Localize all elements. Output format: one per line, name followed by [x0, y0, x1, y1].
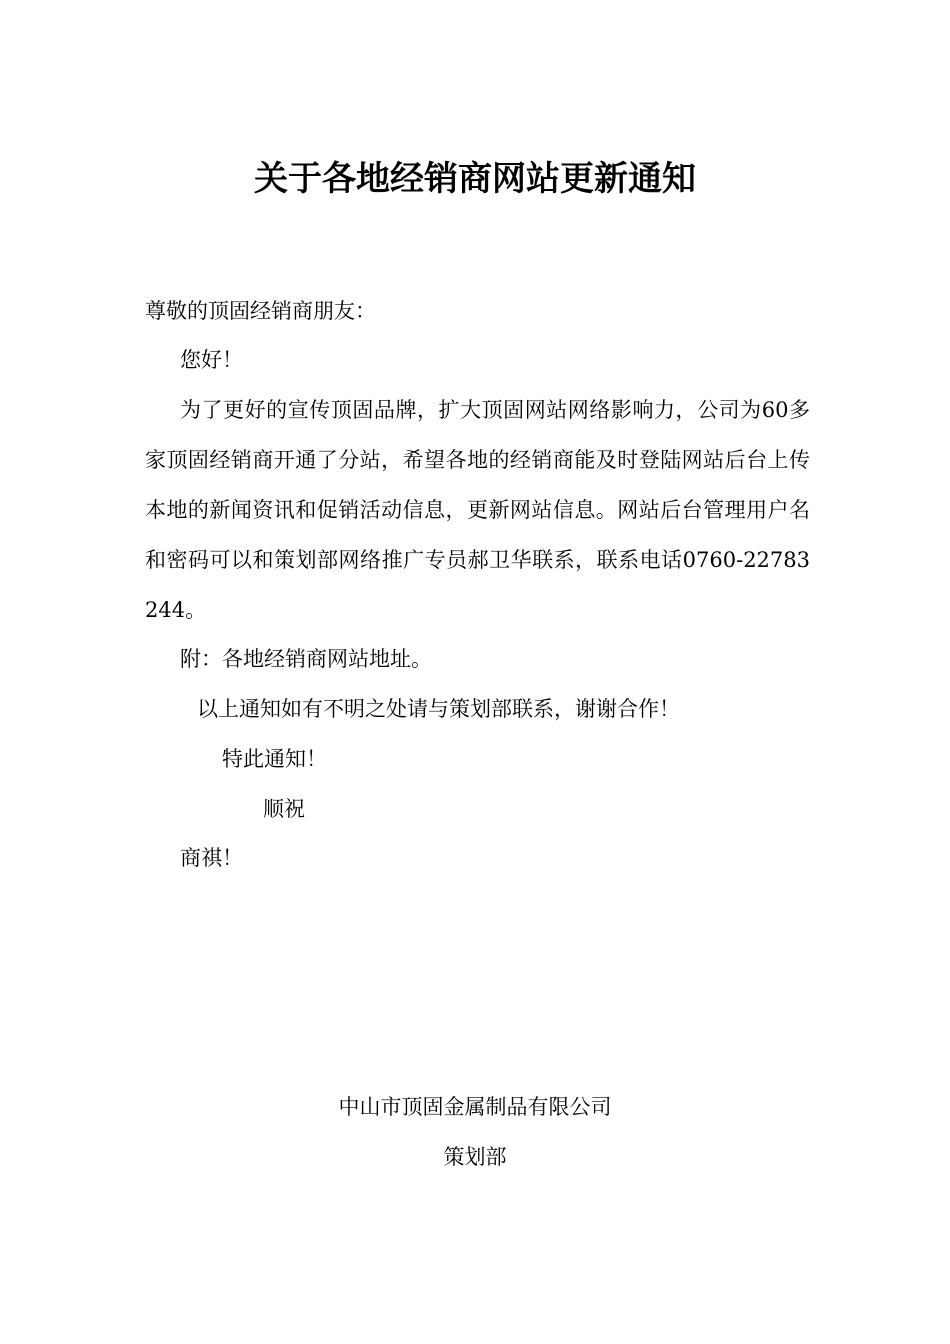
special-notice: 特此通知！: [222, 747, 327, 771]
body-paragraph: 为了更好的宣传顶固品牌，扩大顶固网站网络影响力，公司为60多家顶固经销商开通了分站，希望各地的经销商能及时登陆网站后台上传本地的新闻资讯和促销活动信息，更新网站信息。网站后台管理用户名和密码可以和策划部网络推广专员郝卫华联系，联系电话0760-22783244。: [145, 398, 810, 622]
salutation: 尊敬的顶固经销商朋友：: [145, 299, 376, 323]
wishes-line-2: 商祺！: [180, 846, 243, 870]
company-name: 中山市顶固金属制品有限公司: [338, 1095, 612, 1119]
wishes-line-1: 顺祝: [263, 797, 305, 821]
contact-note: 以上通知如有不明之处请与策划部联系，谢谢合作！: [197, 697, 680, 721]
department-name: 策划部: [443, 1145, 507, 1169]
greeting: 您好！: [180, 348, 243, 372]
document-title: 关于各地经销商网站更新通知: [254, 159, 696, 199]
attachment-note: 附：各地经销商网站地址。: [180, 647, 432, 671]
